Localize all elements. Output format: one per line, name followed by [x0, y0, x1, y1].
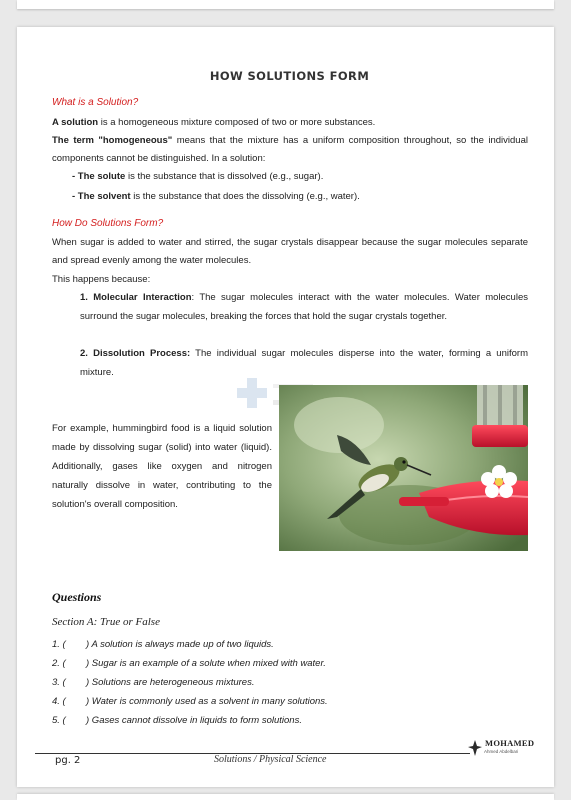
solvent-line [72, 191, 360, 202]
question-number: 4. ( [52, 696, 66, 707]
questions-heading: Questions [52, 590, 102, 604]
author-logo [467, 737, 535, 763]
definition-text: is a homogeneous mixture composed of two or more substances. [98, 117, 376, 128]
document-page [17, 27, 554, 787]
sugar-paragraph: When sugar is added to water and stirred, the sugar crystals disappear because the sugar molecules separate and spread evenly among the water molecules. [52, 237, 528, 267]
molecular-interaction-text: : The sugar molecules interact with the water molecules. Water molecules surround the sugar molecules, breaking the forces that hold the sugar crystals together. [80, 292, 528, 322]
solvent-term: - The solvent [72, 191, 131, 202]
question-4 [52, 696, 328, 707]
homogeneous-text: means that the mixture has a uniform composition throughout, so the individual components cannot be distinguished. In a solution: [52, 135, 528, 165]
previous-page-edge [17, 0, 554, 9]
solute-line [72, 171, 323, 182]
example-paragraph: For example, hummingbird food is a liquid solution made by dissolving sugar (solid) into water (liquid). Additionally, gases like oxygen and nitrogen naturally dissolve in water, contributing to the solution's overall composition. [52, 423, 272, 510]
question-number: 3. ( [52, 677, 66, 688]
solute-text: is the substance that is dissolved (e.g., sugar). [125, 171, 324, 182]
page-title: HOW SOLUTIONS FORM [209, 69, 370, 83]
logo-subtitle: Ahmed Abdelbari [484, 749, 519, 754]
dissolution-process-text: The individual sugar molecules disperse into the water, forming a uniform mixture. [80, 348, 528, 378]
dissolution-process-term: 2. Dissolution Process: [80, 348, 191, 359]
molecular-interaction-term: 1. Molecular Interaction [80, 292, 192, 303]
question-text: ) Water is commonly used as a solvent in many solutions. [86, 696, 328, 707]
logo-name: MOHAMED [485, 738, 535, 748]
question-3 [52, 677, 254, 688]
question-5 [52, 715, 302, 726]
definition-paragraph [52, 114, 528, 132]
happens-line: This happens because: [52, 274, 151, 285]
molecular-interaction-item [80, 289, 528, 326]
question-text: ) Sugar is an example of a solute when mixed with water. [86, 658, 326, 669]
footer-subject: Solutions / Physical Science [214, 754, 327, 765]
what-heading: What is a Solution? [52, 97, 139, 108]
page-number: pg. 2 [55, 755, 81, 766]
question-number: 5. ( [52, 715, 66, 726]
how-heading: How Do Solutions Form? [52, 218, 164, 229]
solute-term: - The solute [72, 171, 126, 182]
definition-term: A solution [52, 117, 99, 128]
question-1 [52, 639, 274, 650]
next-page-edge [17, 794, 554, 800]
question-text: ) Solutions are heterogeneous mixtures. [86, 677, 255, 688]
solvent-text: is the substance that does the dissolving (e.g., water). [130, 191, 360, 202]
homogeneous-paragraph [52, 132, 528, 168]
question-number: 2. ( [52, 658, 66, 669]
homogeneous-term: The term "homogeneous" [52, 135, 173, 146]
question-text: ) A solution is always made up of two liquids. [86, 639, 274, 650]
hummingbird-feeder-photo [279, 385, 528, 551]
question-2 [52, 658, 326, 669]
author-logo-icon [467, 739, 483, 757]
question-number: 1. ( [52, 639, 66, 650]
question-text: ) Gases cannot dissolve in liquids to form solutions. [86, 715, 302, 726]
section-a-heading: Section A: True or False [52, 616, 160, 628]
